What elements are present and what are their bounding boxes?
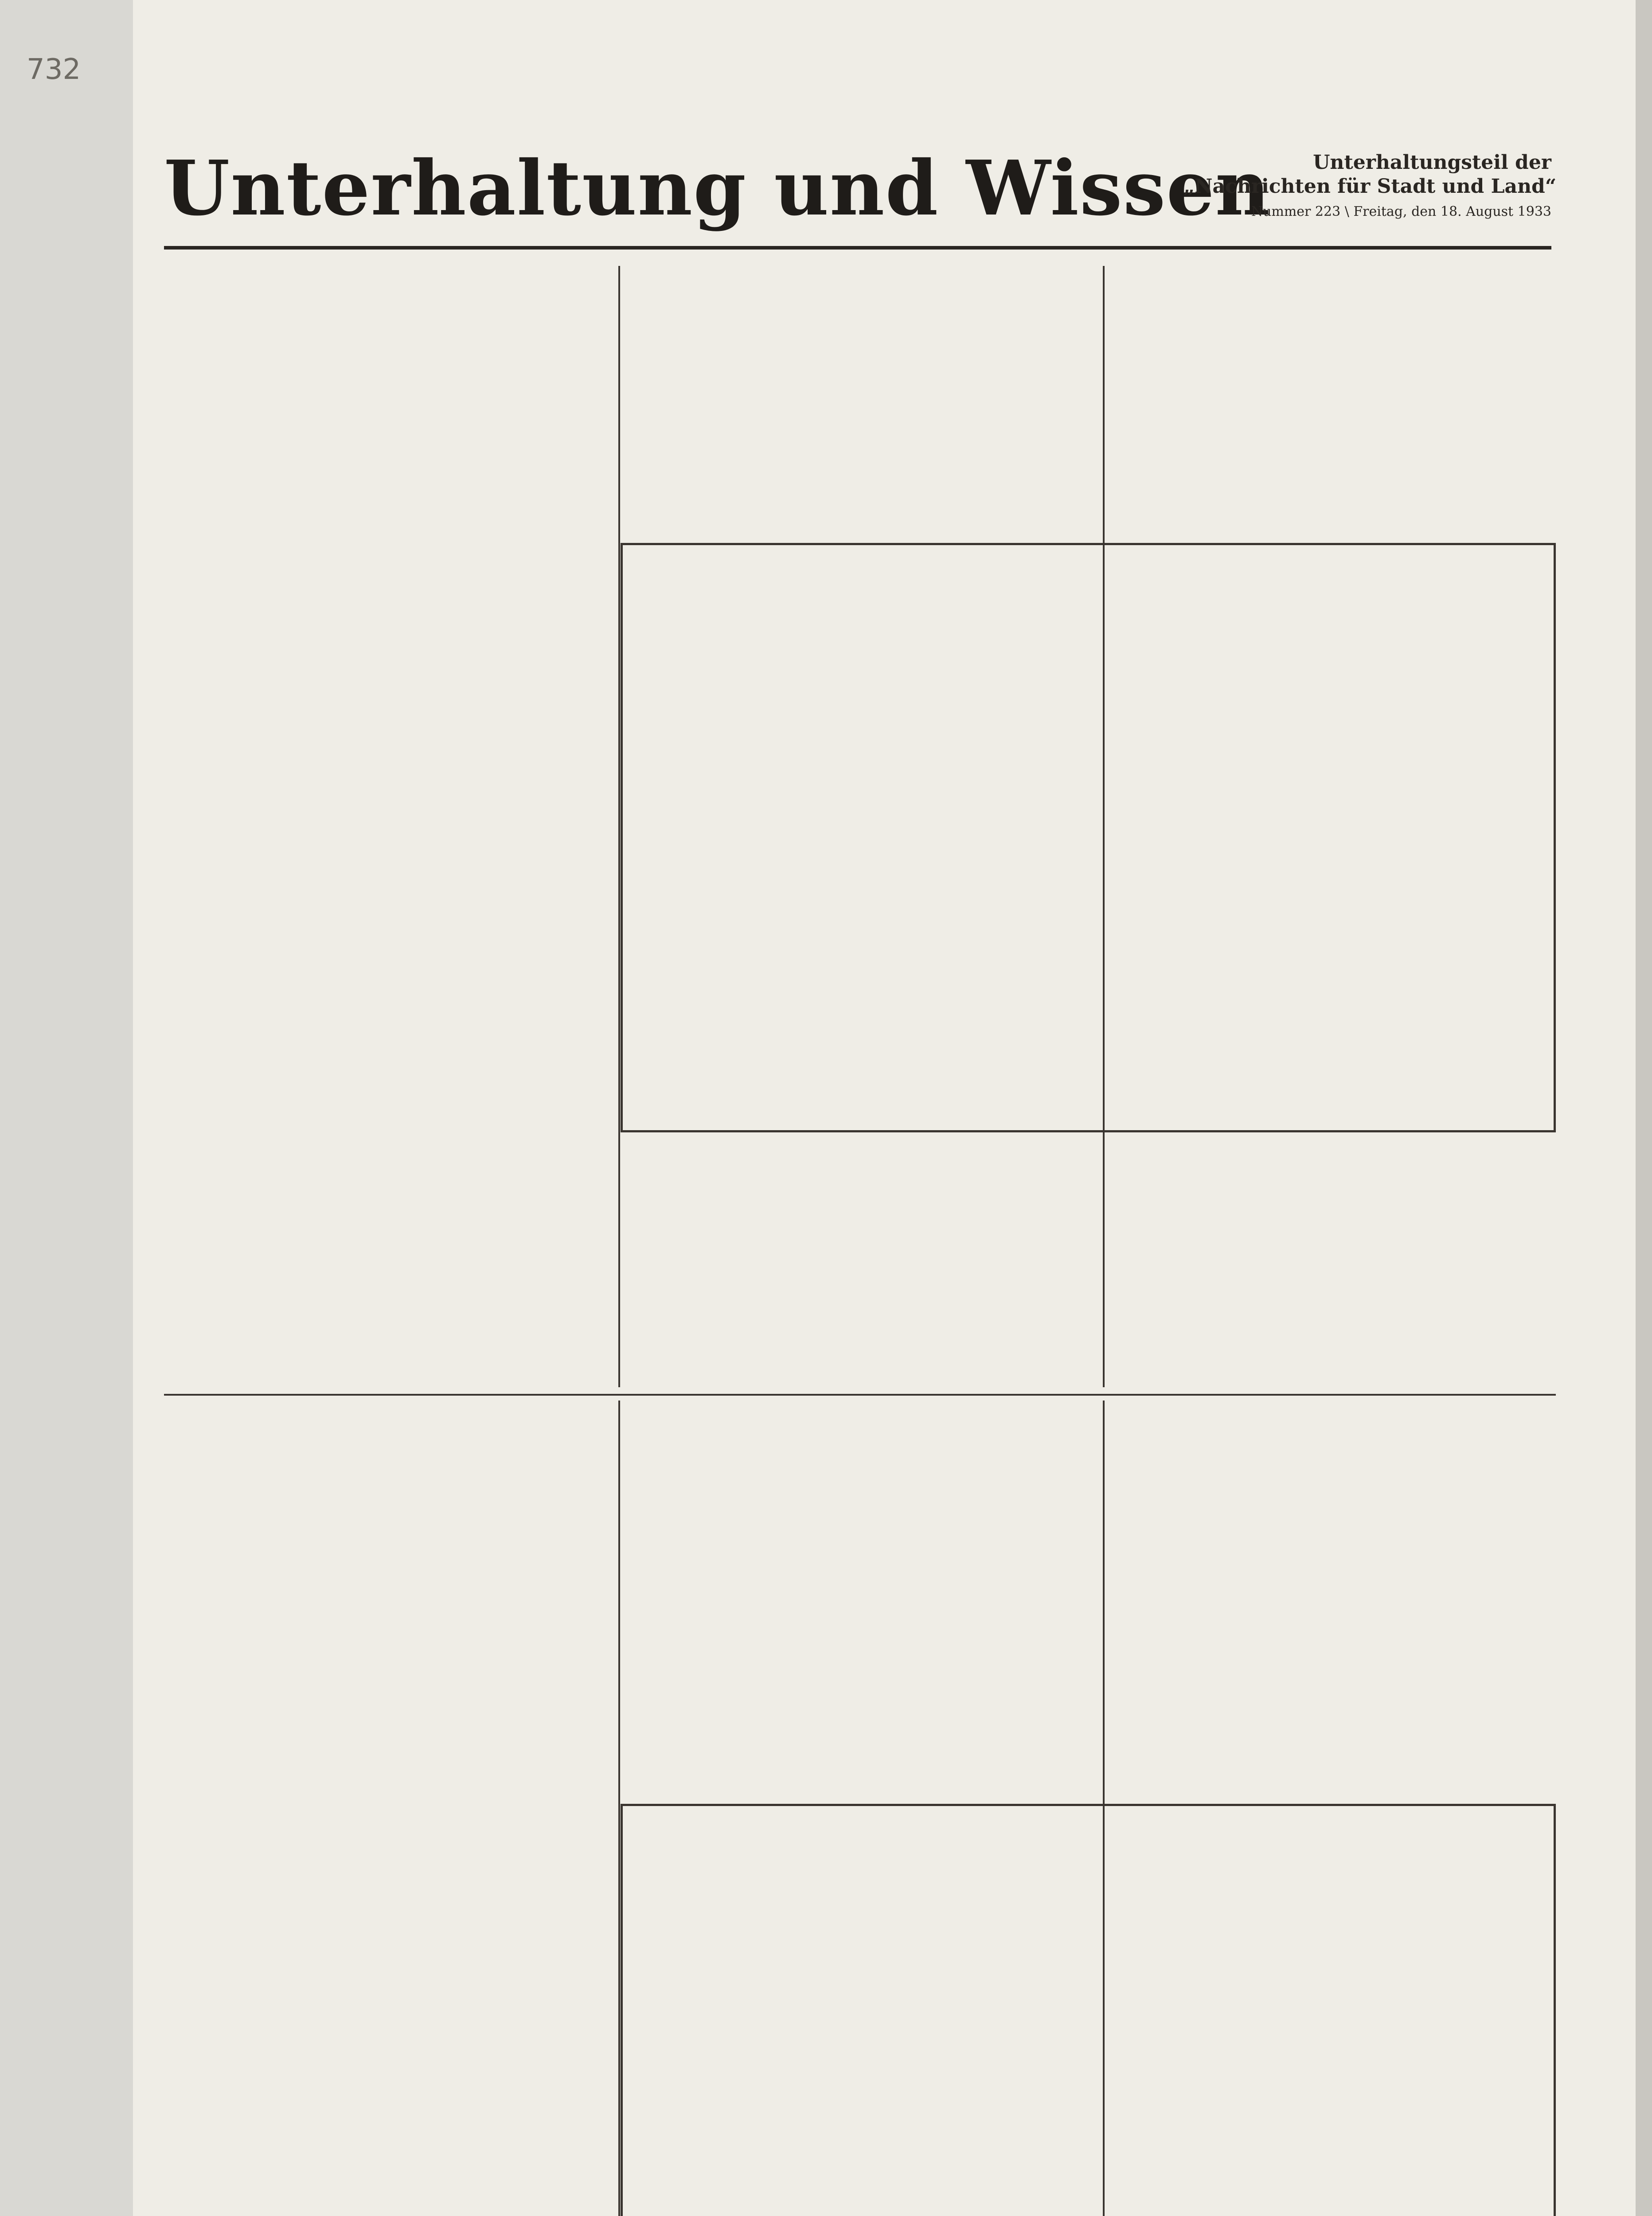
section-divider <box>164 1394 1556 1396</box>
column-rule <box>618 266 620 1387</box>
column-rule <box>618 1401 620 2216</box>
masthead <box>164 144 1557 233</box>
page-number: 732 <box>27 53 81 86</box>
masthead-title: Unterhaltung und Wissen <box>164 144 1271 233</box>
article-box-frame <box>621 543 1556 1132</box>
masthead-rule <box>164 246 1551 250</box>
masthead-issue-date: Nummer 223 \ Freitag, den 18. August 1933 <box>1251 204 1551 219</box>
masthead-paper-name: „Nachrichten für Stadt und Land“ <box>1183 175 1557 198</box>
masthead-edition-info <box>1183 151 1557 222</box>
scan-edge <box>1636 0 1652 2216</box>
article-box-frame <box>621 1804 1556 2216</box>
masthead-section-label: Unterhaltungsteil der <box>1313 151 1551 174</box>
